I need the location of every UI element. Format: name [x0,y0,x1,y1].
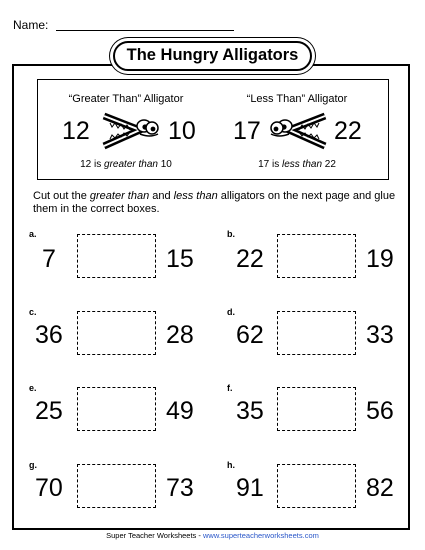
greater-example-left-number: 12 [62,117,90,145]
problem-h-letter: h. [227,460,235,470]
problem-g-left-number: 70 [35,474,63,502]
greater-example-caption: 12 is greater than 10 [80,159,172,170]
page-title: The Hungry Alligators [126,46,299,64]
problem-h-left-number: 91 [236,474,264,502]
less-than-alligator-icon [265,108,329,156]
problem-a-letter: a. [29,229,37,239]
problem-b-right-number: 19 [366,245,394,273]
less-than-label: “Less Than” Alligator [246,93,348,105]
problem-b-left-number: 22 [236,245,264,273]
problem-h-right-number: 82 [366,474,394,502]
problem-d-right-number: 33 [366,321,394,349]
problem-c-glue-box[interactable] [77,311,156,355]
problem-c-left-number: 36 [35,321,63,349]
instructions: Cut out the greater than and less than alligators on the next page and glue them in the correct boxes. [33,190,396,215]
problem-e-left-number: 25 [35,397,63,425]
problem-a-left-number: 7 [42,245,56,273]
problem-f-left-number: 35 [236,397,264,425]
problem-c-letter: c. [29,307,37,317]
greater-than-label: “Greater Than” Alligator [68,93,184,105]
problem-d-letter: d. [227,307,235,317]
less-example-left-number: 17 [233,117,261,145]
problem-a-right-number: 15 [166,245,194,273]
name-label: Name: [13,18,49,32]
problem-b-letter: b. [227,229,235,239]
problem-f-glue-box[interactable] [277,387,356,431]
problem-g-glue-box[interactable] [77,464,156,508]
problem-g-letter: g. [29,460,37,470]
problem-c-right-number: 28 [166,321,194,349]
less-example-caption: 17 is less than 22 [258,159,336,170]
name-line [56,30,234,31]
problem-f-letter: f. [227,383,233,393]
problem-e-right-number: 49 [166,397,194,425]
less-example-right-number: 22 [334,117,362,145]
footer-link[interactable]: www.superteacherworksheets.com [202,531,319,540]
greater-example-right-number: 10 [168,117,196,145]
footer [0,531,425,540]
problem-h-glue-box[interactable] [277,464,356,508]
problem-e-glue-box[interactable] [77,387,156,431]
problem-b-glue-box[interactable] [277,234,356,278]
problem-e-letter: e. [29,383,37,393]
greater-than-alligator-icon [100,108,164,156]
problem-d-glue-box[interactable] [277,311,356,355]
problem-g-right-number: 73 [166,474,194,502]
footer-brand: Super Teacher Worksheets - [106,531,203,540]
problem-d-left-number: 62 [236,321,264,349]
problem-f-right-number: 56 [366,397,394,425]
problem-a-glue-box[interactable] [77,234,156,278]
